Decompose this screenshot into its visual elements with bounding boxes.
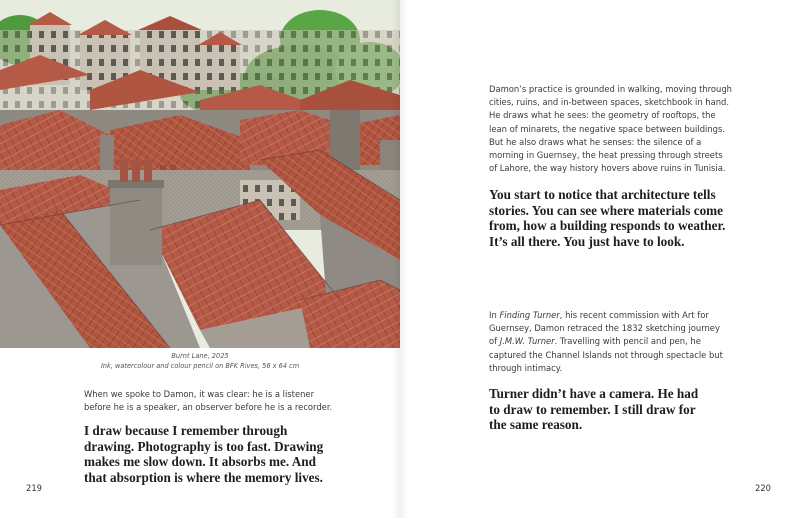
rooftops-drawing	[0, 0, 400, 348]
paragraph-line	[489, 335, 789, 348]
quote-line: that absorption is where the memory lives.	[84, 469, 323, 485]
quote-line: makes me slow down. It absorbs me. And	[84, 454, 316, 470]
text-run: of	[489, 336, 500, 347]
quote-line: drawing. Photography is too fast. Drawing	[84, 438, 324, 454]
text-run: , his recent commission with Art for	[559, 310, 709, 320]
quote-line: You start to notice that architecture tells	[489, 187, 716, 202]
quote-line: from, how a building responds to weather.	[489, 218, 726, 234]
paragraph-line: captured the Channel Islands not through spectacle but	[489, 349, 723, 360]
commission-title: Finding Turner	[499, 310, 560, 320]
artist-name: J.M.W. Turner	[499, 336, 555, 347]
paragraph-finding-turner	[489, 309, 789, 375]
pull-quote-architecture	[489, 187, 789, 249]
paragraph-line	[489, 309, 789, 322]
paragraph-line: of Lahore, the way history hovers above ruins in Tunisia.	[489, 163, 726, 174]
paragraph-line: But he also draws what he senses: the silence of a	[489, 136, 702, 147]
paragraph-line: through intimacy.	[489, 362, 563, 373]
artwork-caption-medium: Ink, watercolour and colour pencil on BFK Rives, 56 x 64 cm	[100, 362, 300, 370]
quote-line: Turner didn’t have a camera. He had	[489, 386, 699, 401]
right-page	[400, 0, 800, 518]
quote-line: to draw to remember. I still draw for	[489, 401, 696, 417]
paragraph-line: Damon’s practice is grounded in walking, moving through	[489, 84, 732, 94]
pull-quote-left	[84, 423, 394, 485]
artwork-burnt-lane	[0, 0, 400, 348]
page-number-right: 220	[755, 483, 771, 493]
intro-line: before he is a speaker, an observer before he is a recorder.	[84, 402, 333, 413]
quote-line: It’s all there. You just have to look.	[489, 233, 685, 249]
paragraph-line: morning in Guernsey, the heat pressing through streets	[489, 150, 723, 161]
paragraph-line: He draws what he sees: the geometry of rooftops, the	[489, 110, 716, 121]
quote-line: I draw because I remember through	[84, 423, 288, 438]
intro-line: When we spoke to Damon, it was clear: he is a listener	[84, 389, 315, 399]
text-run: . Travelling with pencil and pen, he	[554, 336, 701, 347]
paragraph-line: lean of minarets, the negative space between buildings.	[489, 123, 726, 134]
intro-paragraph	[84, 388, 394, 414]
pull-quote-turner	[489, 386, 789, 433]
page-number-left: 219	[26, 483, 42, 493]
quote-line: stories. You can see where materials come	[489, 202, 724, 218]
paragraph-practice	[489, 83, 789, 175]
artwork-caption-title: Burnt Lane, 2025	[171, 352, 229, 360]
quote-line: the same reason.	[489, 417, 583, 433]
paragraph-line: Guernsey, Damon retraced the 1832 sketching journey	[489, 323, 720, 334]
paragraph-line: cities, ruins, and in-between spaces, sketchbook in hand.	[489, 97, 730, 108]
text-run: In	[489, 310, 500, 320]
